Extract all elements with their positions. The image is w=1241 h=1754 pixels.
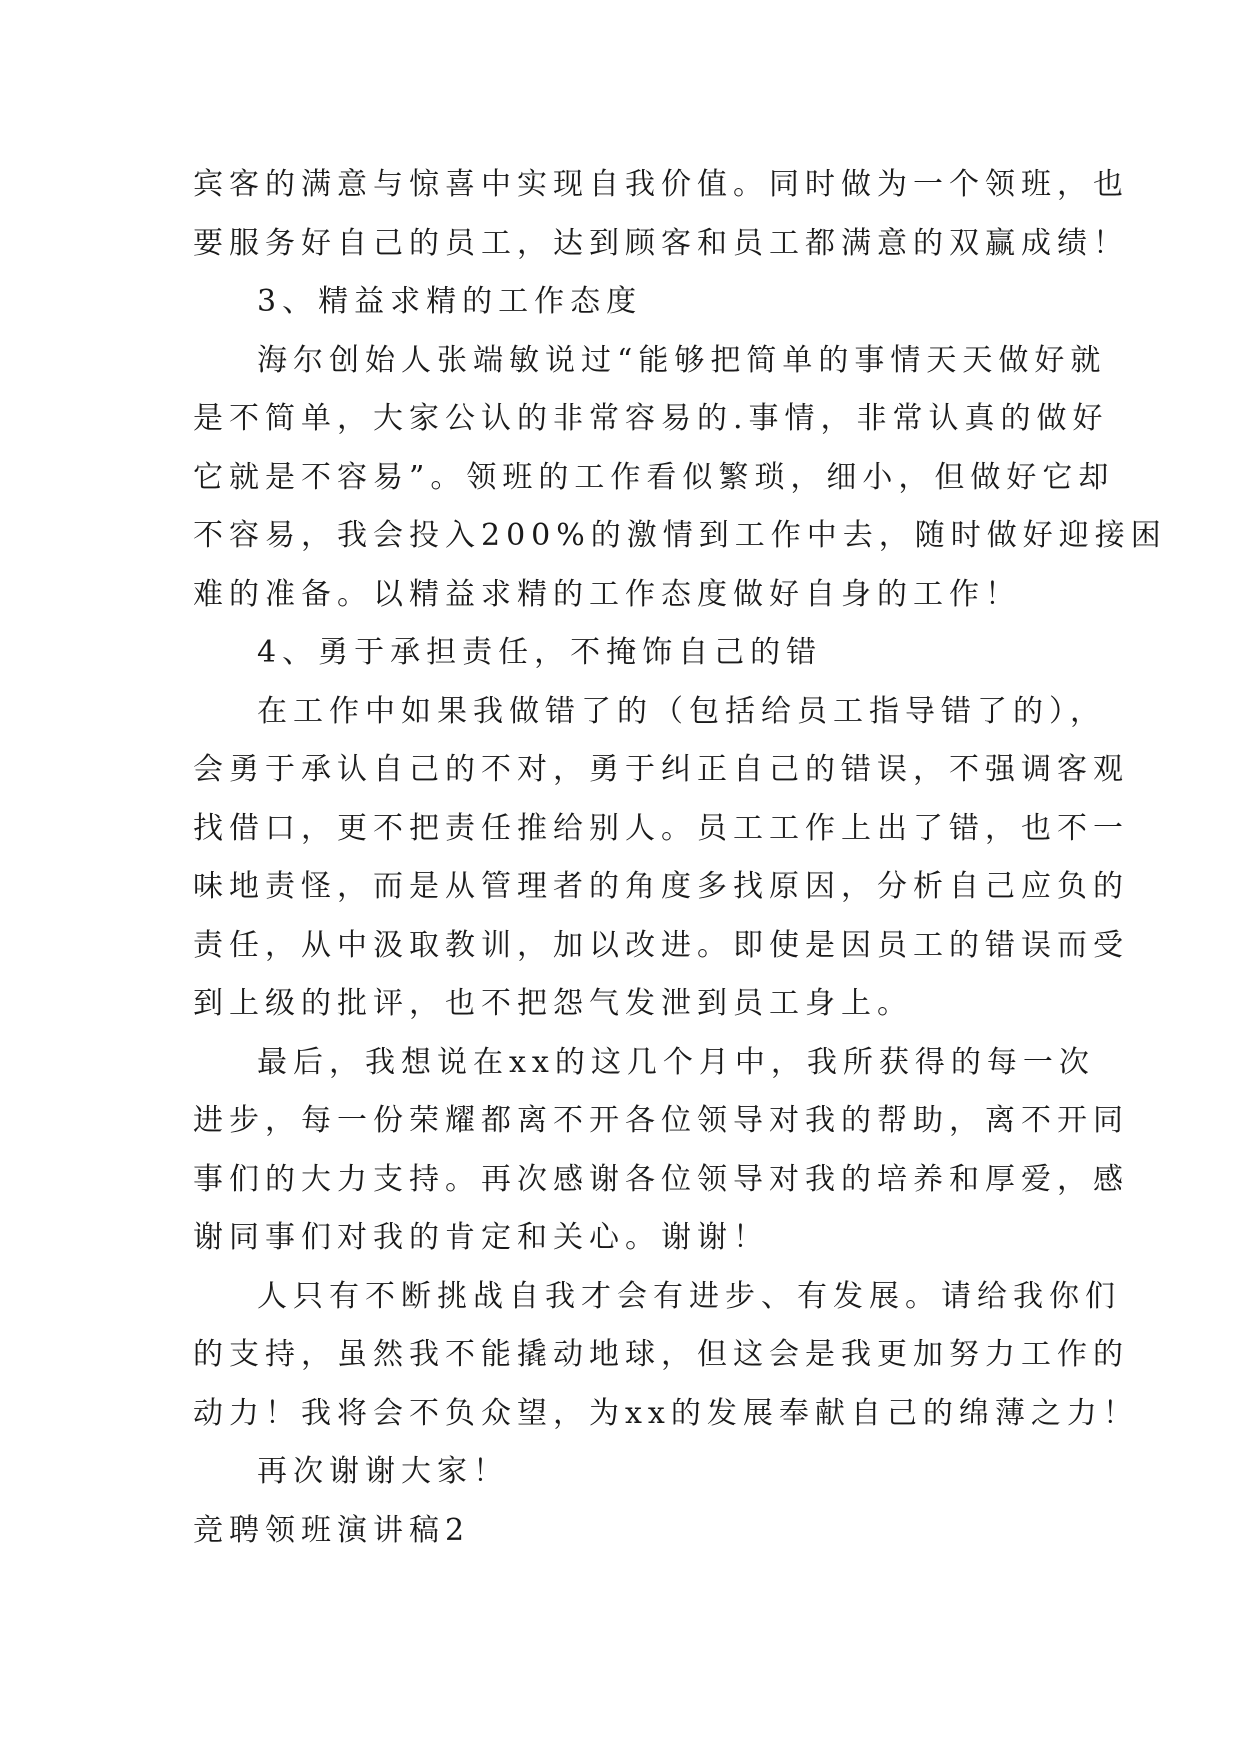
text-line: 进步，每一份荣耀都离不开各位领导对我的帮助，离不开同 bbox=[193, 1103, 1129, 1138]
text-line: 不容易，我会投入200%的激情到工作中去，随时做好迎接困 bbox=[193, 518, 1167, 553]
text-line: 会勇于承认自己的不对，勇于纠正自己的错误，不强调客观 bbox=[193, 752, 1129, 787]
text-line: 是不简单，大家公认的非常容易的.事情，非常认真的做好 bbox=[193, 401, 1109, 436]
text-line: 事们的大力支持。再次感谢各位领导对我的培养和厚爱，感 bbox=[193, 1161, 1129, 1197]
document-body bbox=[193, 156, 1167, 1560]
text-line: 谢同事们对我的肯定和关心。谢谢！ bbox=[193, 1220, 769, 1255]
text-line: 宾客的满意与惊喜中实现自我价值。同时做为一个领班，也 bbox=[193, 167, 1129, 202]
text-line: 到上级的批评，也不把怨气发泄到员工身上。 bbox=[193, 986, 913, 1021]
text-line: 动力！我将会不负众望，为xx的发展奉献自己的绵薄之力！ bbox=[193, 1395, 1139, 1431]
section-heading: 3、精益求精的工作态度 bbox=[257, 284, 643, 319]
text-line: 人只有不断挑战自我才会有进步、有发展。请给我你们 bbox=[257, 1278, 1121, 1314]
text-line: 找借口，更不把责任推给别人。员工工作上出了错，也不一 bbox=[193, 810, 1129, 846]
text-line: 难的准备。以精益求精的工作态度做好自身的工作！ bbox=[193, 576, 1021, 612]
text-line: 最后，我想说在xx的这几个月中，我所获得的每一次 bbox=[257, 1044, 1095, 1080]
text-line: 它就是不容易”。领班的工作看似繁琐，细小，但做好它却 bbox=[193, 459, 1115, 495]
text-line: 再次谢谢大家！ bbox=[257, 1454, 509, 1489]
text-line: 在工作中如果我做错了的（包括给员工指导错了的）， bbox=[257, 693, 1106, 729]
document-title: 竞聘领班演讲稿2 bbox=[193, 1512, 471, 1548]
text-line: 责任，从中汲取教训，加以改进。即使是因员工的错误而受 bbox=[193, 927, 1129, 963]
text-line: 的支持，虽然我不能撬动地球，但这会是我更加努力工作的 bbox=[193, 1337, 1129, 1372]
text-line: 味地责怪，而是从管理者的角度多找原因，分析自己应负的 bbox=[193, 869, 1129, 904]
text-line: 要服务好自己的员工，达到顾客和员工都满意的双赢成绩！ bbox=[193, 225, 1129, 261]
section-heading: 4、勇于承担责任，不掩饰自己的错 bbox=[257, 635, 823, 670]
text-line: 海尔创始人张端敏说过“能够把简单的事情天天做好就 bbox=[257, 342, 1107, 378]
